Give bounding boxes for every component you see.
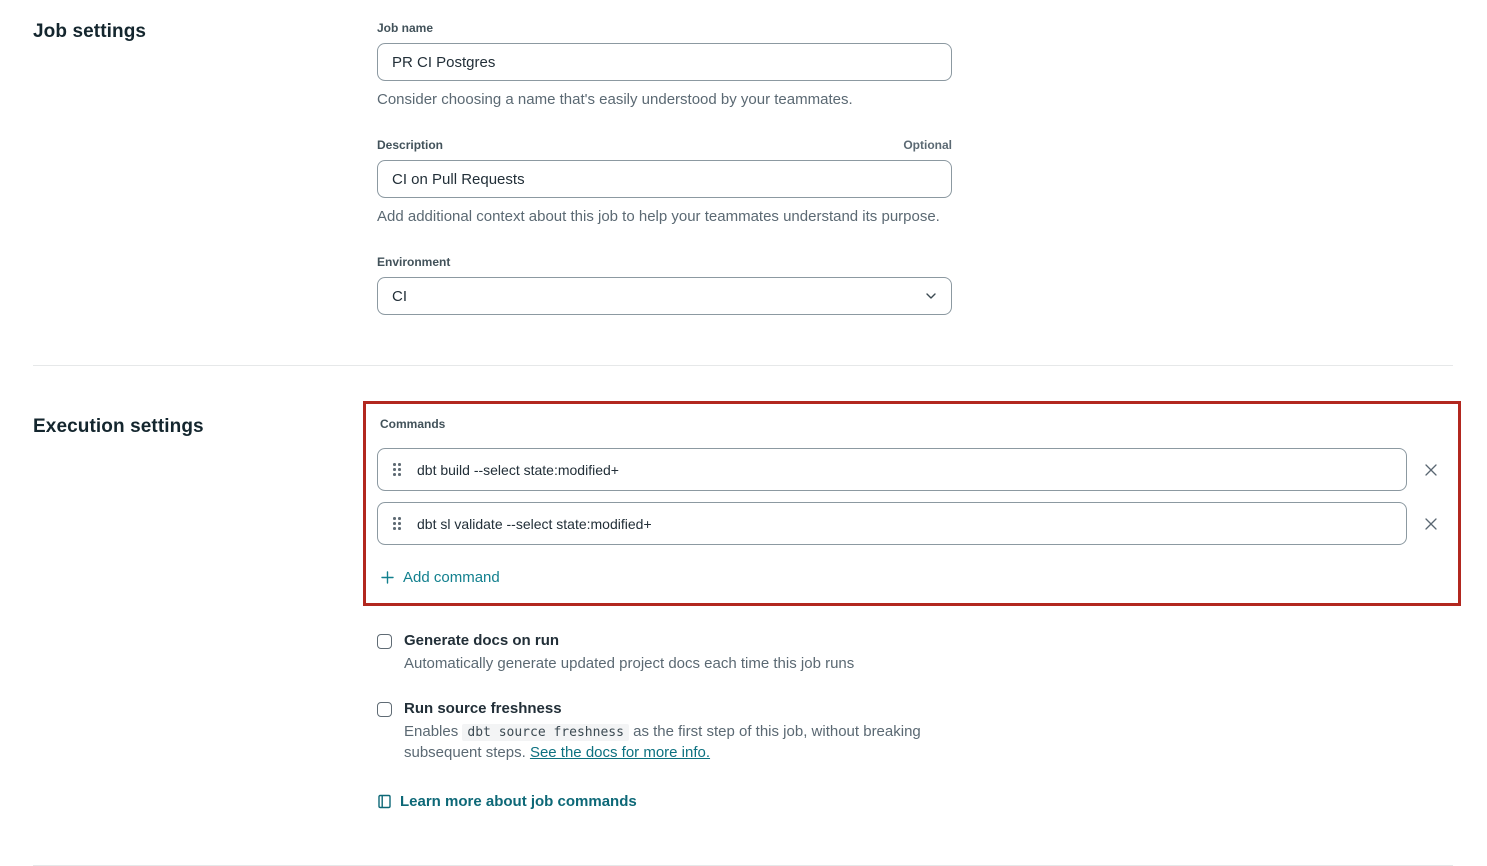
generate-docs-row [377,633,1461,674]
environment-field [377,255,1461,315]
description-field [377,138,1461,227]
job-settings-section [0,0,1487,315]
close-icon [1423,462,1439,478]
drag-handle-icon[interactable] [393,517,401,530]
freshness-code-snippet: dbt source freshness [462,724,629,741]
freshness-helper-suffix: as the first step of this job, without breaking subsequent steps. [404,723,921,761]
generate-docs-label: Generate docs on run [404,632,560,649]
description-helper: Add additional context about this job to help your teammates understand its purpose. [377,208,940,225]
chevron-down-icon [925,292,937,300]
command-text: dbt sl validate --select state:modified+ [417,515,652,532]
description-input[interactable] [377,160,952,198]
command-row [377,448,1441,491]
remove-command-button[interactable] [1421,514,1441,534]
commands-label: Commands [380,417,446,431]
close-icon [1423,516,1439,532]
environment-label: Environment [377,255,451,269]
command-input[interactable] [377,502,1407,545]
description-label: Description [377,138,444,152]
run-source-freshness-row [377,701,1461,763]
see-docs-link[interactable]: See the docs for more info. [529,744,711,761]
job-name-label: Job name [377,21,434,35]
freshness-helper-prefix: Enables [404,723,459,740]
commands-highlight-box [363,401,1461,606]
job-name-helper: Consider choosing a name that's easily understood by your teammates. [377,91,853,108]
job-name-field [377,21,1461,110]
optional-badge: Optional [903,138,952,152]
generate-docs-checkbox[interactable] [377,634,392,649]
add-command-button[interactable] [381,569,500,586]
environment-selected-value: CI [392,287,407,305]
run-source-freshness-label: Run source freshness [404,700,562,717]
command-text: dbt build --select state:modified+ [417,461,619,478]
plus-icon [381,571,394,584]
execution-settings-section [0,366,1487,814]
command-row [377,502,1441,545]
drag-handle-icon[interactable] [393,463,401,476]
add-command-label: Add command [403,569,500,586]
environment-select[interactable] [377,277,952,315]
run-source-freshness-helper [404,722,949,763]
execution-settings-heading: Execution settings [33,416,204,437]
generate-docs-helper: Automatically generate updated project docs each time this job runs [404,655,855,672]
remove-command-button[interactable] [1421,460,1441,480]
job-name-input[interactable] [377,43,952,81]
learn-more-link[interactable] [378,793,637,810]
job-settings-heading: Job settings [33,21,147,42]
command-input[interactable] [377,448,1407,491]
learn-more-label: Learn more about job commands [400,793,637,810]
book-icon [378,794,391,809]
run-source-freshness-checkbox[interactable] [377,702,392,717]
